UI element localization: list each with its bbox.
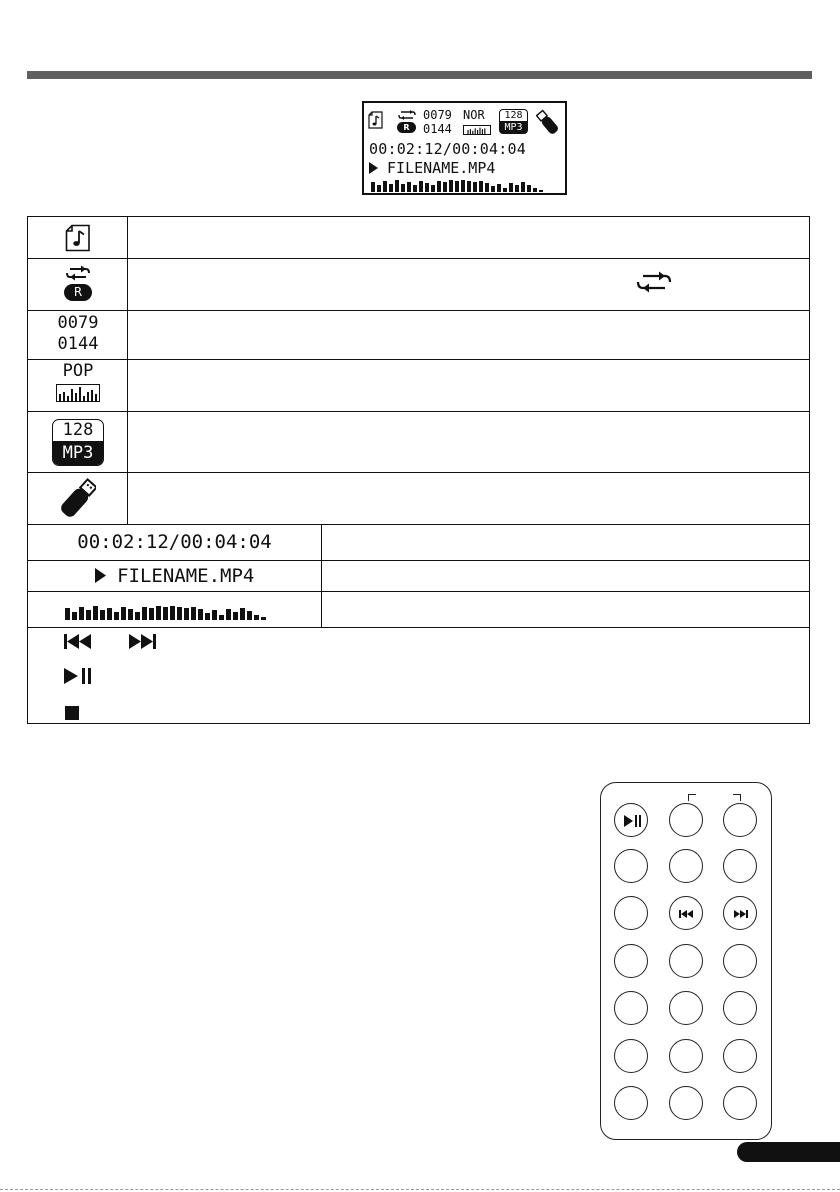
remote-button[interactable] [669, 803, 703, 837]
remote-button[interactable] [723, 991, 757, 1025]
format-value: MP3 [499, 122, 528, 134]
bitrate-value: 128 [62, 420, 94, 440]
remote-button[interactable] [669, 1086, 703, 1120]
remote-button[interactable] [723, 944, 757, 978]
filename-cell [28, 561, 322, 591]
repeat-badge: R [64, 284, 92, 301]
bitrate-value: 128 [499, 109, 528, 122]
bracket-mark [733, 794, 741, 801]
remote-button[interactable] [723, 1086, 757, 1120]
remote-button[interactable] [669, 849, 703, 883]
spectrum-icon [371, 179, 551, 192]
table-row [28, 217, 809, 259]
trim-line [0, 1189, 840, 1190]
icon-cell [28, 360, 128, 411]
table-row [28, 311, 809, 360]
next-icon [724, 897, 758, 931]
remote-button[interactable] [669, 944, 703, 978]
icon-legend-table [27, 216, 810, 724]
table-row [28, 525, 809, 561]
table-row [28, 592, 809, 628]
remote-button[interactable] [723, 849, 757, 883]
filename-text: FILENAME.MP4 [387, 159, 496, 177]
music-file-icon [368, 111, 383, 129]
track-total: 0144 [57, 334, 99, 354]
page-tab [737, 1142, 840, 1162]
table-row [28, 412, 809, 473]
repeat-icon [397, 110, 417, 120]
remote-button[interactable] [614, 944, 648, 978]
remote-button[interactable] [614, 1039, 648, 1073]
remote-button[interactable] [723, 1039, 757, 1073]
time-cell: 00:02:12/00:04:04 [28, 525, 322, 560]
repeat-icon [64, 265, 92, 281]
table-row [28, 561, 809, 592]
next-icon [128, 634, 156, 649]
remote-button[interactable] [614, 991, 648, 1025]
play-arrow-icon [95, 568, 106, 583]
remote-next-button[interactable] [723, 896, 757, 930]
track-current: 0079 [57, 313, 99, 333]
lcd-display-preview [362, 101, 567, 195]
repeat-badge: R [397, 122, 416, 133]
repeat-icon [633, 270, 675, 294]
bracket-mark [688, 794, 696, 801]
filename-text: FILENAME.MP4 [117, 565, 255, 587]
icon-cell [28, 217, 128, 258]
stop-icon [65, 706, 79, 720]
bitrate-format-icon [52, 419, 104, 466]
previous-icon [670, 897, 704, 931]
table-row [28, 259, 809, 311]
remote-button[interactable] [669, 991, 703, 1025]
header-rule [27, 71, 812, 79]
remote-button[interactable] [614, 896, 648, 930]
table-row [28, 473, 809, 525]
remote-play-pause-button[interactable] [614, 803, 648, 837]
equalizer-icon [56, 384, 100, 402]
track-total: 0144 [423, 122, 452, 136]
icon-cell [28, 412, 128, 472]
previous-icon [64, 634, 92, 649]
eq-mode: NOR [463, 108, 485, 122]
playback-time: 00:02:12/00:04:04 [369, 140, 526, 158]
usb-drive-icon [60, 477, 96, 521]
spectrum-icon [65, 604, 285, 620]
table-row [28, 360, 809, 412]
remote-button[interactable] [669, 1039, 703, 1073]
spectrum-cell [28, 592, 322, 627]
remote-button[interactable] [723, 803, 757, 837]
format-value: MP3 [53, 441, 103, 465]
track-current: 0079 [423, 108, 452, 122]
remote-previous-button[interactable] [669, 896, 703, 930]
icon-cell [28, 473, 128, 524]
music-file-icon [65, 224, 91, 252]
play-pause-icon [615, 804, 649, 838]
equalizer-bars-icon [463, 125, 491, 135]
play-pause-icon [64, 668, 92, 684]
remote-control [600, 782, 772, 1140]
icon-cell [28, 311, 128, 359]
eq-label: POP [62, 361, 94, 381]
filename-line [369, 159, 495, 177]
remote-button[interactable] [614, 849, 648, 883]
play-arrow-icon [369, 162, 378, 174]
icon-cell [28, 259, 128, 310]
remote-button[interactable] [614, 1086, 648, 1120]
usb-drive-icon [536, 109, 560, 137]
controls-row [28, 628, 809, 723]
